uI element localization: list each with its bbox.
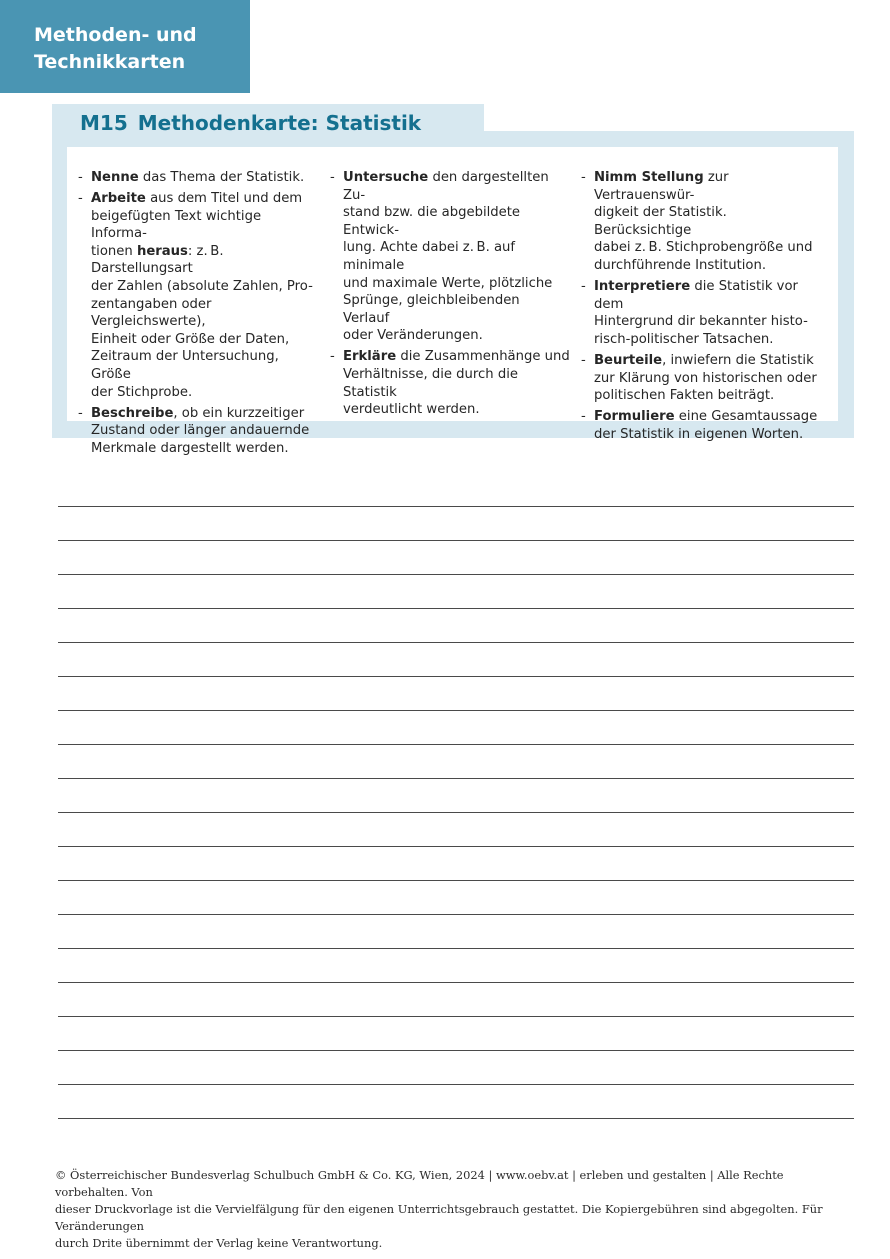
writing-line[interactable] xyxy=(58,710,854,744)
bullet-dash: - xyxy=(330,170,335,185)
writing-line[interactable] xyxy=(58,812,854,846)
instruction-column-1 xyxy=(78,169,318,461)
copyright-footer: © Österreichischer Bundesverlag Schulbuch GmbH & Co. KG, Wien, 2024 | www.oebv.at | erleben und gestalten | Alle Rechte vorbehalten. Von dieser Druckvorlage ist die Vervielfälgung für den eigenen Unterrichtsgebrauch gestattet. Die Kopiergebühren sind abgegolten. Für Veränderungen durch Drite übernimmt der Verlag keine Verantwortung. xyxy=(55,1168,823,1250)
writing-line[interactable] xyxy=(58,1016,854,1050)
instruction-column-3 xyxy=(581,169,821,447)
instruction-item: - Beurteile, inwiefern die Statistik zur Klärung von historischen oder politischen Fakten beiträgt. xyxy=(581,352,817,404)
writing-line[interactable] xyxy=(58,608,854,642)
bullet-dash: - xyxy=(581,352,586,368)
bullet-dash: - xyxy=(78,191,83,207)
instruction-item: - Erkläre die Zusammenhänge und Verhältnisse, die durch die Statistik verdeutlicht werden. xyxy=(330,349,570,418)
writing-line[interactable] xyxy=(58,1084,854,1118)
writing-line[interactable] xyxy=(58,642,854,676)
writing-line[interactable] xyxy=(58,880,854,914)
writing-line[interactable] xyxy=(58,676,854,710)
writing-line[interactable] xyxy=(58,506,854,540)
instruction-item: - Interpretiere die Statistik vor dem Hintergrund dir bekannter histo- risch-politischer Tatsachen. xyxy=(581,279,808,347)
writing-line[interactable] xyxy=(58,744,854,778)
writing-line[interactable] xyxy=(58,982,854,1016)
instruction-column-2 xyxy=(330,169,570,422)
bullet-dash: - xyxy=(330,349,335,365)
card-heading: Methodenkarte: Statistik xyxy=(137,111,422,135)
instruction-item: - Nimm Stellung zur Vertrauenswür- digkeit der Statistik. Berücksichtige dabei z. B. Stichprobengröße und durchführende Institution. xyxy=(581,170,813,273)
instruction-item: - Arbeite aus dem Titel und dem beigefügten Text wichtige Informa- tionen heraus: z. B. Darstellungsart der Zahlen (absolute Zahlen, Pro- zentangaben oder Vergleichswerte), Einheit oder Größe der Daten, Zeitraum der Untersuchung, Größe der Stichprobe. xyxy=(78,191,313,400)
writing-lines[interactable] xyxy=(58,506,854,1152)
writing-line[interactable] xyxy=(58,914,854,948)
instruction-item: - Formuliere eine Gesamtaussage der Statistik in eigenen Worten. xyxy=(581,409,818,442)
section-title: Methoden- und Technikkarten xyxy=(34,24,197,73)
writing-line[interactable] xyxy=(58,574,854,608)
writing-line[interactable] xyxy=(58,1118,854,1152)
instruction-item: - Nenne das Thema der Statistik. xyxy=(78,170,305,185)
section-tab xyxy=(0,0,250,93)
bullet-dash: - xyxy=(581,409,586,425)
writing-line[interactable] xyxy=(58,540,854,574)
writing-line[interactable] xyxy=(58,846,854,880)
method-card-title xyxy=(80,110,421,136)
bullet-dash: - xyxy=(78,405,83,421)
instruction-item: - Untersuche den dargestellten Zu- stand bzw. die abgebildete Entwick- lung. Achte dabei z. B. auf minimale und maximale Werte, plötzliche Sprünge, gleichbleibenden Verlauf oder Veränderungen. xyxy=(330,170,553,344)
bullet-dash: - xyxy=(581,170,586,185)
writing-line[interactable] xyxy=(58,948,854,982)
instruction-item: - Beschreibe, ob ein kurzzeitiger Zustand oder länger andauernde Merkmale dargestellt werden. xyxy=(78,405,310,456)
card-number: M15 xyxy=(80,111,128,135)
writing-line[interactable] xyxy=(58,778,854,812)
bullet-dash: - xyxy=(581,279,586,295)
bullet-dash: - xyxy=(78,170,83,185)
writing-line[interactable] xyxy=(58,1050,854,1084)
